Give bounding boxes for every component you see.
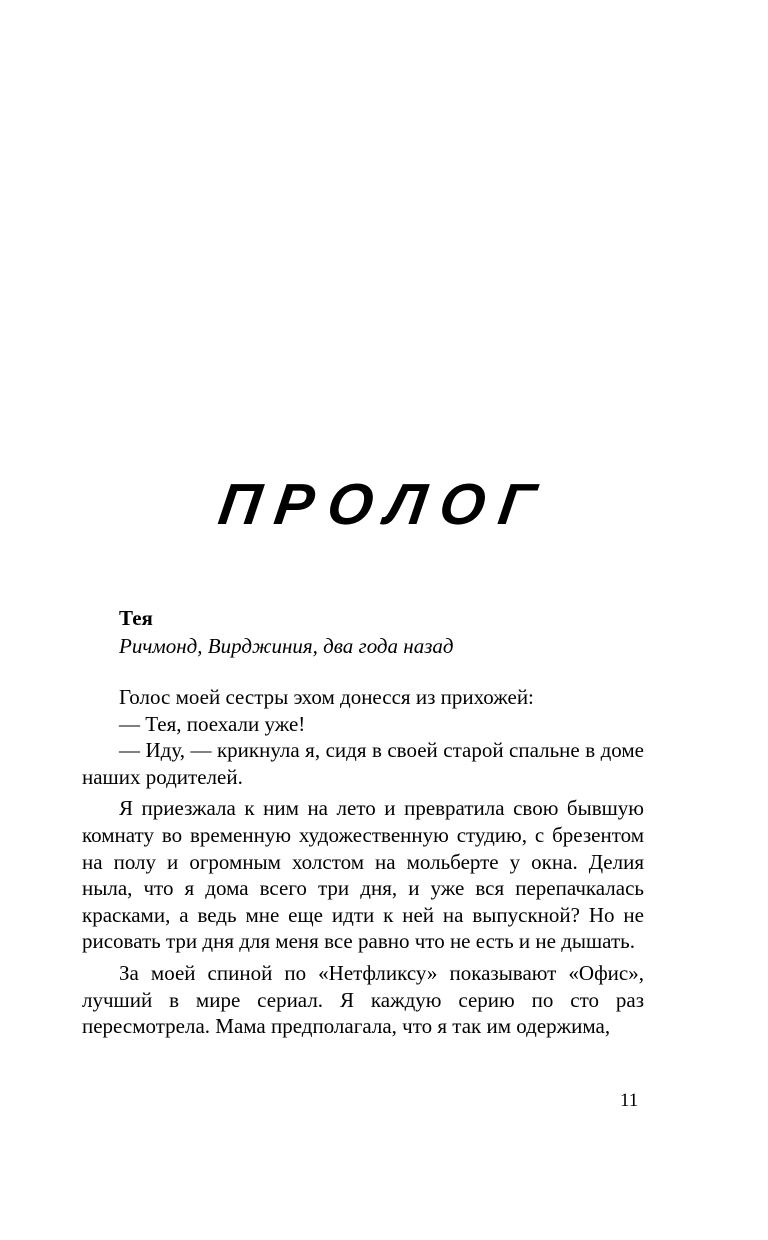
paragraph: Я приезжала к ним на лето и превратила свою бывшую комнату во временную художественную студию, с брезентом на полу и огромным холстом на мольберте у окна. Делия ныла, что я дома всего три дня, и уже вся перепачкалась красками, а ведь мне еще идти к ней на выпускной? Но не рисовать три дня для меня все равно что не есть и не дышать. xyxy=(82,796,644,954)
section-speaker: Тея xyxy=(119,606,153,630)
paragraph: — Тея, поехали уже! xyxy=(119,711,306,736)
paragraph: Голос моей сестры эхом донесся из прихожей: xyxy=(119,685,534,709)
paragraph: За моей спиной по «Нетфликсу» показывают «Офис», лучший в мире сериал. Я каждую серию по сто раз пересмотрела. Мама предполагала, что я так им одержима, xyxy=(82,960,644,1039)
paragraph: — Иду, — крикнула я, сидя в своей старой спальне в доме наших родителей. xyxy=(82,738,644,789)
body-text xyxy=(82,684,644,1040)
chapter-title: ПРОЛОГ xyxy=(214,472,554,537)
page-number: 11 xyxy=(620,1090,639,1111)
section-setting: Ричмонд, Вирджиния, два года назад xyxy=(119,634,454,658)
